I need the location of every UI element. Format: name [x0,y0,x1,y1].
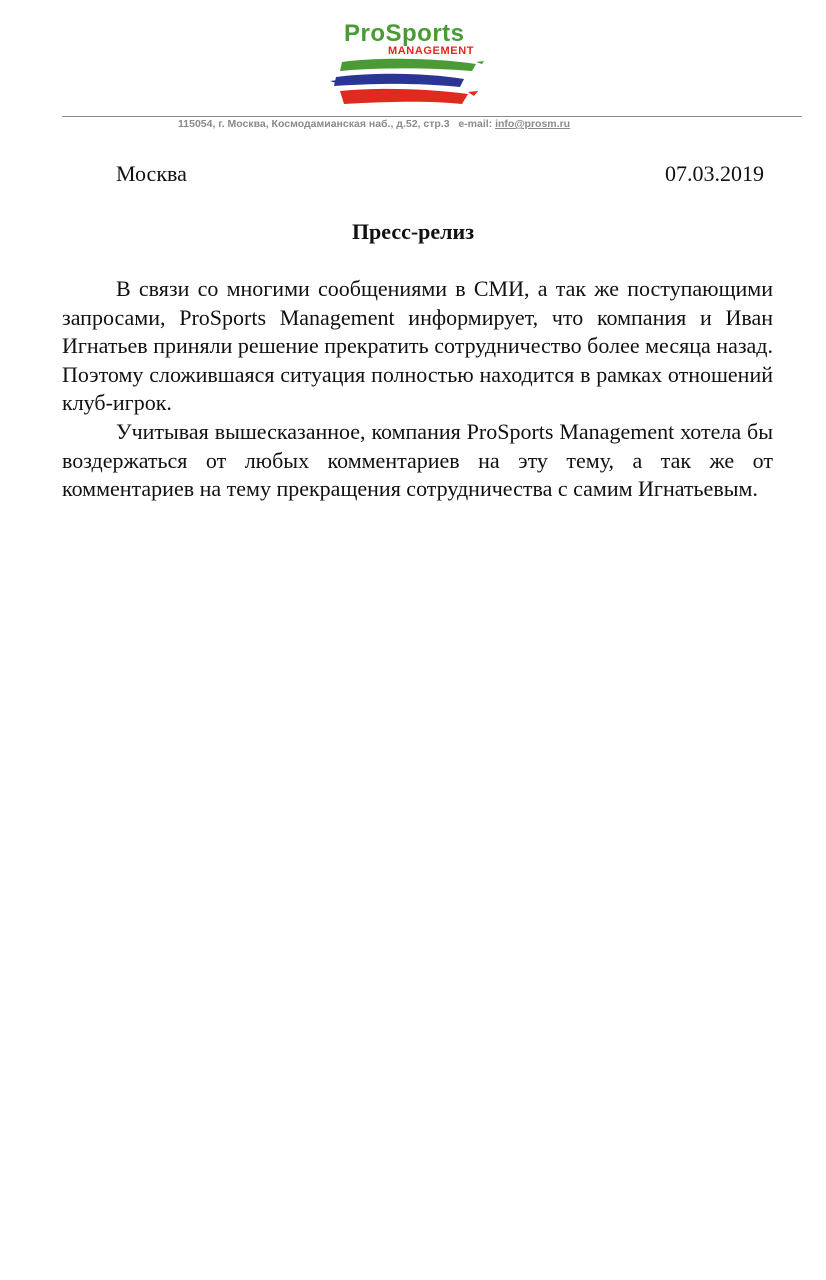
company-logo [326,18,506,110]
header-divider [62,116,802,117]
body-paragraph: Учитывая вышесказанное, компания ProSports Management хотела бы воздержаться от любых комментариев на эту тему, а так же от комментариев на тему прекращения сотрудничества с самим Игнатьевым. [62,418,773,502]
green-stripe [340,59,476,71]
document-body [62,275,773,504]
logo-subtitle: MANAGEMENT [388,45,475,57]
body-paragraph: В связи со многими сообщениями в СМИ, а так же поступающими запросами, ProSports Management информирует, что компания и Иван Игнатьев приняли решение прекратить сотрудничество более месяца назад. Поэтому сложившаяся ситуация полностью находится в рамках отношений клуб-игрок. [62,276,773,416]
blue-stripe [334,74,464,87]
logo-wordmark: ProSports [344,20,465,47]
email-label: e-mail: [458,118,493,130]
red-stripe [340,89,468,104]
document-date: 07.03.2019 [665,161,764,186]
document-city: Москва [116,161,187,186]
flag-stripes-icon [326,58,506,110]
email-link[interactable]: info@prosm.ru [495,118,571,130]
company-address [178,118,570,131]
letterhead [0,0,826,140]
document-title: Пресс-релиз [351,219,475,244]
address-text: 115054, г. Москва, Космодамианская наб., д.52, стр.3 [178,118,450,130]
